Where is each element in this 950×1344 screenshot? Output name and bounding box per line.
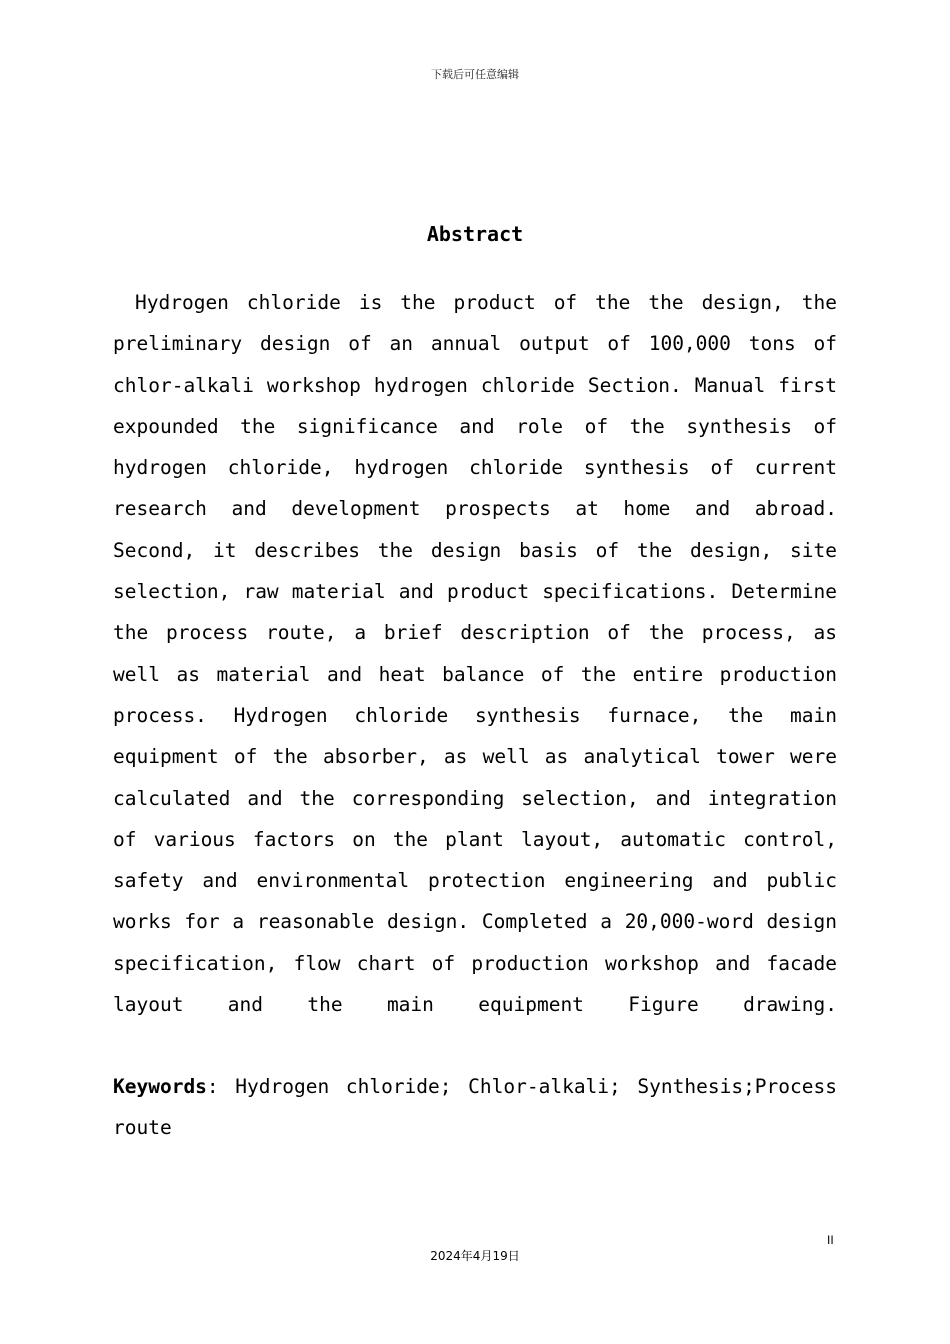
footer-date: 2024年4月19日 xyxy=(430,1249,520,1263)
abstract-body: Hydrogen chloride is the product of the the design, the preliminary design of an annual output of 100,000 tons of chlor-alkali workshop hydrogen chloride Section. Manual first expounded the significance and role of the synthesis of hydrogen chloride, hydrogen chloride synthesis of current research and development prospects at home and abroad. Second, it describes the design basis of the design, site selection, raw material and product specifications. Determine the process route, a brief description of the process, as well as material and heat balance of the entire production process. Hydrogen chloride synthesis furnace, the main equipment of the absorber, as well as analytical tower were calculated and the corresponding selection, and integration of various factors on the plant layout, automatic control, safety and environmental protection engineering and public works for a reasonable design. Completed a 20,000-word design specification, flow chart of production workshop and facade layout and the main equipment Figure drawing. xyxy=(113,291,837,1017)
header-note: 下载后可任意编辑 xyxy=(431,68,519,81)
abstract-title: Abstract xyxy=(426,222,524,246)
keywords-separator: : xyxy=(206,1075,219,1098)
keywords-line xyxy=(113,1066,837,1149)
keywords-label: Keywords xyxy=(113,1075,207,1098)
page-number: II xyxy=(827,1233,834,1247)
keywords-text: Hydrogen chloride; Chlor-alkali; Synthesis;Process route xyxy=(113,1075,837,1140)
